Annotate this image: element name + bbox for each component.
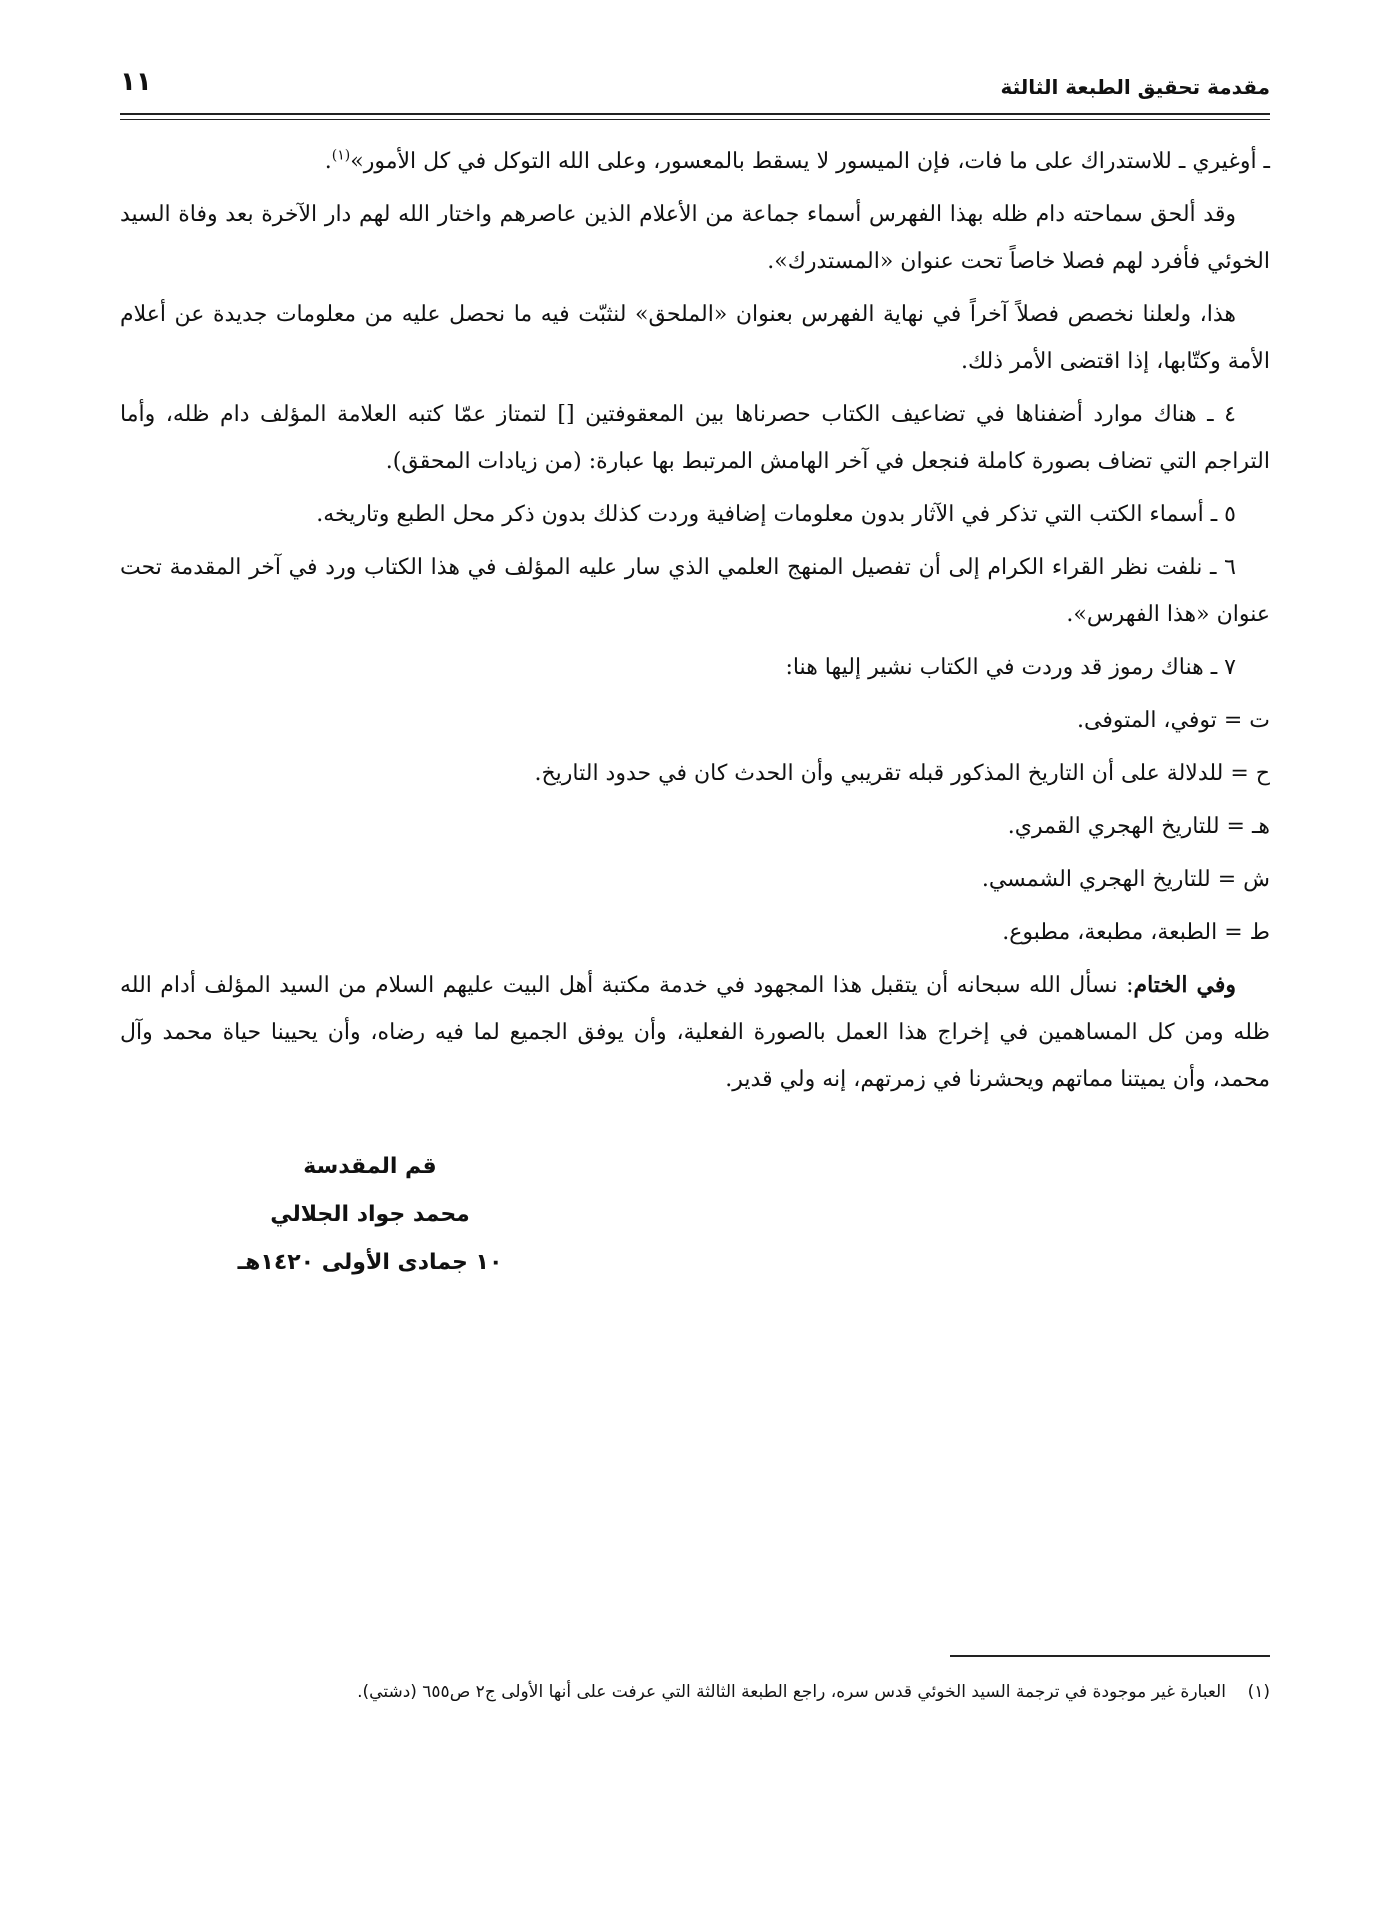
running-title: مقدمة تحقيق الطبعة الثالثة	[1000, 75, 1270, 99]
page-number: ١١	[120, 67, 152, 97]
footnote-ref[interactable]: (١)	[331, 147, 351, 164]
symbol-line: ح = للدلالة على أن التاريخ المذكور قبله تقريبي وأن الحدث كان في حدود التاريخ.	[534, 761, 1270, 786]
paragraph-3: هذا، ولعلنا نخصص فصلاً آخراً في نهاية الفهرس بعنوان «الملحق» لنثبّت فيه ما نحصل عليه من معلومات جديدة عن أعلام الأمة وكتّابها، إذا اقتضى الأمر ذلك.	[120, 302, 1270, 374]
signature-place: قم المقدسة	[303, 1154, 437, 1179]
footnote-text: العبارة غير موجودة في ترجمة السيد الخوئي قدس سره، راجع الطبعة الثالثة التي عرفت على أنها الأولى ج٢ ص٦٥٥ (دشتي).	[357, 1682, 1226, 1702]
footnote-rule	[950, 1655, 1270, 1657]
paragraph-4: ٤ ـ هناك موارد أضفناها في تضاعيف الكتاب حصرناها بين المعقوفتين [] لتمتاز عمّا كتبه العلامة المؤلف دام ظله، وأما التراجم التي تضاف بصورة كاملة فنجعل في آخر الهامش المرتبط بها عبارة: (من زيادات المحقق).	[120, 402, 1270, 474]
document-page	[120, 55, 1270, 1845]
signature-name: محمد جواد الجلالي	[270, 1202, 470, 1227]
closing-lead: وفي الختام	[1133, 972, 1236, 998]
footnote-area	[120, 1655, 1270, 1705]
symbol-line: ط = الطبعة، مطبعة، مطبوع.	[1002, 920, 1270, 945]
page-header	[120, 55, 1270, 109]
header-rule	[120, 113, 1270, 120]
closing-paragraph: وفي الختام: نسأل الله سبحانه أن يتقبل هذا المجهود في خدمة مكتبة أهل البيت عليهم السلام من السيد المؤلف أدام الله ظله ومن كل المساهمين في إخراج هذا العمل بالصورة الفعلية، وأن يوفق الجميع لما فيه رضاه، وأن يحيينا حياة محمد وآل محمد، وأن يميتنا مماتهم ويحشرنا في زمرتهم، إنه ولي قدير.	[120, 972, 1270, 1092]
signature-block	[60, 1143, 680, 1287]
paragraph-6: ٦ ـ نلفت نظر القراء الكرام إلى أن تفصيل المنهج العلمي الذي سار عليه المؤلف في هذا الكتاب ورد في آخر المقدمة تحت عنوان «هذا الفهرس».	[120, 555, 1270, 627]
paragraph-7: ٧ ـ هناك رموز قد وردت في الكتاب نشير إليها هنا:	[785, 655, 1236, 680]
footnote-number: (١)	[1247, 1682, 1270, 1702]
symbol-line: ش = للتاريخ الهجري الشمسي.	[981, 867, 1270, 892]
paragraph-1: ـ أوغيري ـ للاستدراك على ما فات، فإن الميسور لا يسقط بالمعسور، وعلى الله التوكل في كل الأمور»$^{(١)}$.	[324, 147, 1270, 174]
footnote	[120, 1679, 1270, 1705]
paragraph-2: وقد ألحق سماحته دام ظله بهذا الفهرس أسماء جماعة من الأعلام الذين عاصرهم واختار الله لهم دار الآخرة بعد وفاة السيد الخوئي فأفرد لهم فصلا خاصاً تحت عنوان «المستدرك».	[120, 202, 1270, 274]
signature-date: ١٠ جمادى الأولى ١٤٢٠هـ	[237, 1250, 503, 1275]
symbol-line: هـ = للتاريخ الهجري القمري.	[1007, 814, 1270, 839]
paragraph-5: ٥ ـ أسماء الكتب التي تذكر في الآثار بدون معلومات إضافية وردت كذلك بدون ذكر محل الطبع وتاريخه.	[316, 502, 1236, 527]
symbol-line: ت = توفي، المتوفى.	[1077, 708, 1270, 733]
body-text	[120, 138, 1270, 1103]
